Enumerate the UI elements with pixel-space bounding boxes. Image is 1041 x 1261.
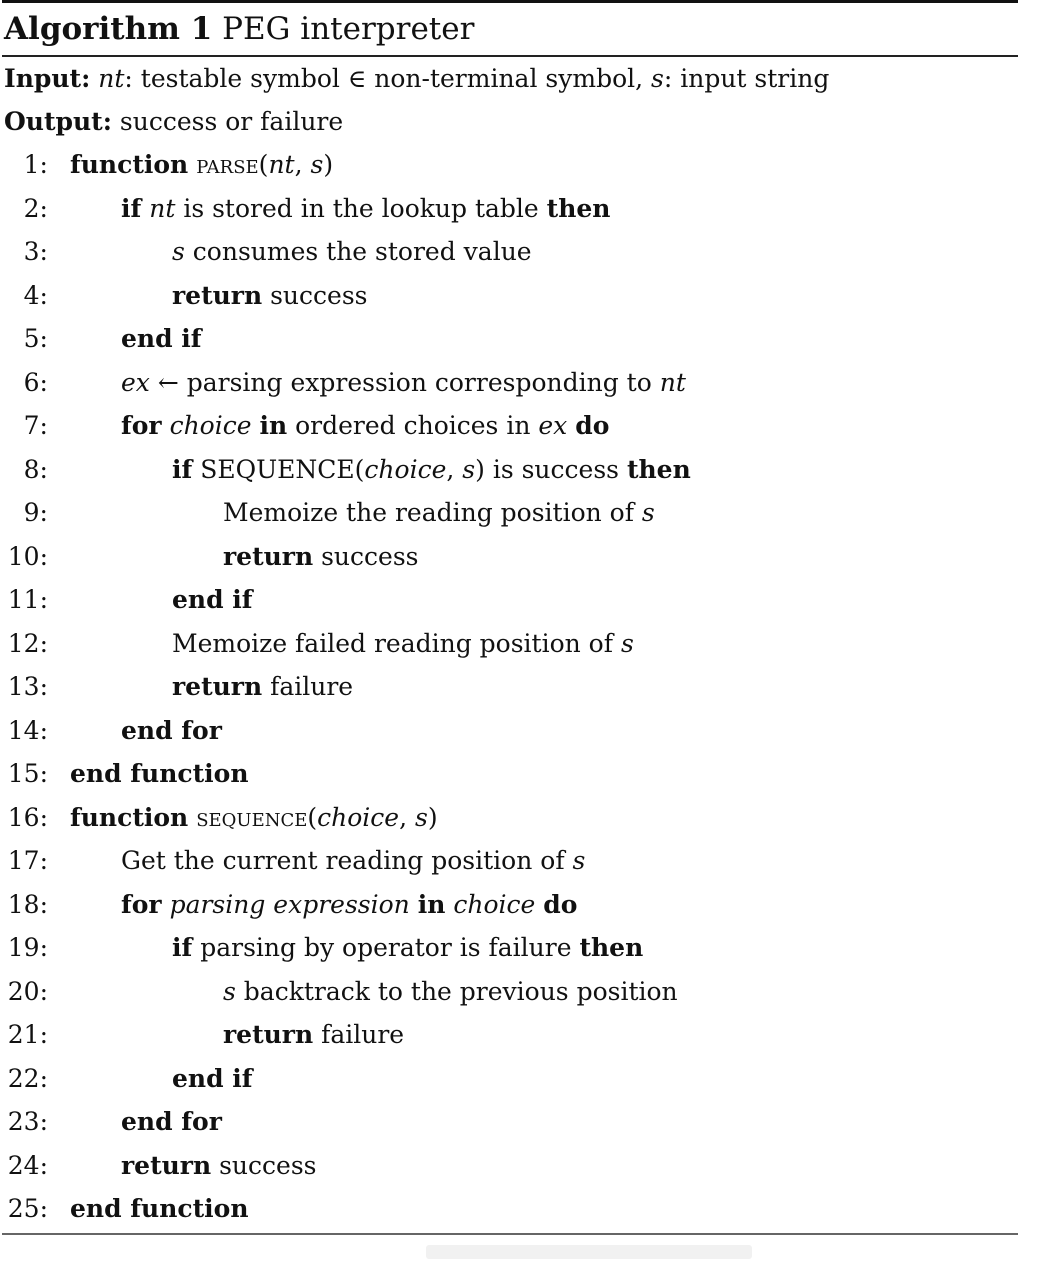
procedure-name: parse [196, 150, 259, 179]
line-code [121, 317, 202, 360]
line-code [121, 1144, 317, 1187]
line-code [121, 709, 222, 752]
variable: choice [317, 802, 400, 832]
input-label: Input: [4, 64, 91, 93]
text: is stored in the lookup table [175, 193, 547, 223]
input-text-2: : input string [663, 64, 830, 93]
text: success [211, 1150, 317, 1180]
line-number: 18: [7, 889, 48, 919]
line-number: 4: [23, 280, 48, 310]
text: ← parsing expression corresponding to [149, 367, 660, 397]
line-number: 14: [7, 715, 48, 745]
line-code [223, 535, 419, 578]
keyword: then [546, 193, 611, 223]
keyword: then [626, 454, 691, 484]
line-code [172, 926, 643, 969]
input-text-1: : testable symbol ∈ non-terminal symbol, [124, 64, 644, 93]
variable: ex [121, 367, 150, 397]
variable: s [641, 498, 655, 527]
text: Memoize the reading position of [223, 498, 642, 527]
text: SEQUENCE( [192, 454, 365, 484]
algorithm-caption [4, 4, 474, 54]
bottom-rule [2, 1233, 1018, 1235]
line-number: 9: [23, 498, 48, 527]
keyword: if [172, 933, 193, 962]
variable: s [415, 802, 428, 832]
line-code [223, 970, 678, 1013]
keyword: end function [70, 759, 249, 788]
variable: parsing expression [169, 889, 410, 919]
keyword: return [223, 1020, 314, 1049]
line-number: 6: [23, 367, 48, 397]
variable: choice [453, 889, 536, 919]
variable: s [620, 628, 634, 658]
text: failure [313, 1020, 405, 1049]
line-code [70, 752, 249, 795]
line-number: 25: [7, 1194, 48, 1223]
keyword: if [172, 454, 193, 484]
line-code [223, 491, 655, 534]
line-code [172, 1057, 253, 1100]
line-code [121, 1100, 222, 1143]
input-nt: nt [98, 64, 125, 93]
line-number: 19: [7, 933, 48, 962]
keyword: return [121, 1150, 212, 1180]
text: success [313, 541, 419, 571]
line-code [172, 274, 368, 317]
text: , [294, 150, 311, 179]
line-number: 17: [7, 846, 48, 875]
text: ) [427, 802, 438, 832]
variable: s [572, 846, 586, 875]
scan-artifact [426, 1245, 752, 1259]
keyword: do [575, 411, 610, 440]
text: , [399, 802, 416, 832]
text [410, 890, 418, 919]
variable: s [172, 237, 185, 266]
line-number: 20: [7, 976, 48, 1006]
line-number: 15: [7, 759, 48, 788]
input-s: s [651, 64, 664, 93]
keyword: function [70, 150, 189, 179]
line-number: 23: [7, 1107, 48, 1136]
keyword: if [121, 193, 142, 223]
procedure-name: sequence [196, 802, 308, 832]
top-rule [2, 0, 1018, 3]
text: ) is success [475, 454, 627, 484]
line-code [121, 883, 577, 926]
text: , [446, 454, 463, 484]
line-number: 21: [7, 1020, 48, 1049]
input-spec [4, 57, 829, 100]
line-number: 3: [23, 237, 48, 266]
variable: ex [538, 411, 568, 440]
keyword: function [70, 802, 189, 832]
line-code [121, 187, 610, 230]
text: ) [323, 150, 334, 179]
keyword: in [417, 889, 446, 919]
line-code [172, 448, 691, 491]
text: ordered choices in [287, 411, 539, 440]
line-code [172, 665, 353, 708]
line-number: 16: [7, 802, 48, 832]
line-code [223, 1013, 404, 1056]
keyword: in [259, 411, 288, 440]
keyword: end function [70, 1194, 249, 1223]
line-number: 10: [7, 541, 48, 571]
line-code [70, 143, 333, 186]
variable: s [462, 454, 476, 484]
output-text: success or failure [119, 107, 344, 136]
text: failure [262, 672, 354, 701]
line-code [121, 404, 609, 447]
line-code [172, 230, 532, 273]
line-number: 8: [23, 454, 48, 484]
output-spec [4, 100, 343, 143]
variable: nt [659, 367, 686, 397]
text: success [262, 280, 368, 310]
line-code [70, 1187, 249, 1230]
keyword: end if [172, 1063, 253, 1093]
line-code [121, 839, 585, 882]
text: Get the current reading position of [121, 846, 573, 875]
line-number: 11: [7, 585, 48, 614]
text [188, 803, 196, 832]
line-code [121, 361, 686, 404]
keyword: end for [121, 715, 222, 745]
text [188, 150, 196, 179]
algorithm-title: PEG interpreter [222, 11, 475, 47]
keyword: end if [121, 324, 202, 353]
keyword: return [172, 672, 263, 701]
keyword: return [172, 280, 263, 310]
keyword: for [121, 889, 162, 919]
text: parsing by operator is failure [192, 933, 580, 962]
line-number: 7: [23, 411, 48, 440]
variable: s [310, 150, 324, 179]
keyword: then [579, 933, 644, 962]
text [162, 890, 170, 919]
text: consumes the stored value [184, 237, 532, 266]
text: Memoize failed reading position of [172, 628, 621, 658]
keyword: return [223, 541, 314, 571]
variable: nt [268, 150, 295, 179]
keyword: end for [121, 1107, 222, 1136]
line-number: 2: [23, 193, 48, 223]
line-number: 22: [7, 1063, 48, 1093]
variable: s [223, 976, 236, 1006]
keyword: for [121, 411, 162, 440]
line-number: 1: [23, 150, 48, 179]
algorithm-label: Algorithm 1 [4, 11, 213, 47]
variable: choice [169, 411, 252, 440]
line-number: 12: [7, 628, 48, 658]
text [162, 411, 170, 440]
variable: nt [149, 193, 176, 223]
output-label: Output: [4, 107, 112, 136]
line-code [70, 796, 438, 839]
line-code [172, 578, 253, 621]
text: ( [307, 802, 318, 832]
line-number: 5: [23, 324, 48, 353]
keyword: do [543, 889, 578, 919]
keyword: end if [172, 585, 253, 614]
text: ( [258, 150, 269, 179]
text: backtrack to the previous position [235, 976, 678, 1006]
line-code [172, 622, 634, 665]
variable: choice [364, 454, 447, 484]
line-number: 24: [7, 1150, 48, 1180]
line-number: 13: [7, 672, 48, 701]
